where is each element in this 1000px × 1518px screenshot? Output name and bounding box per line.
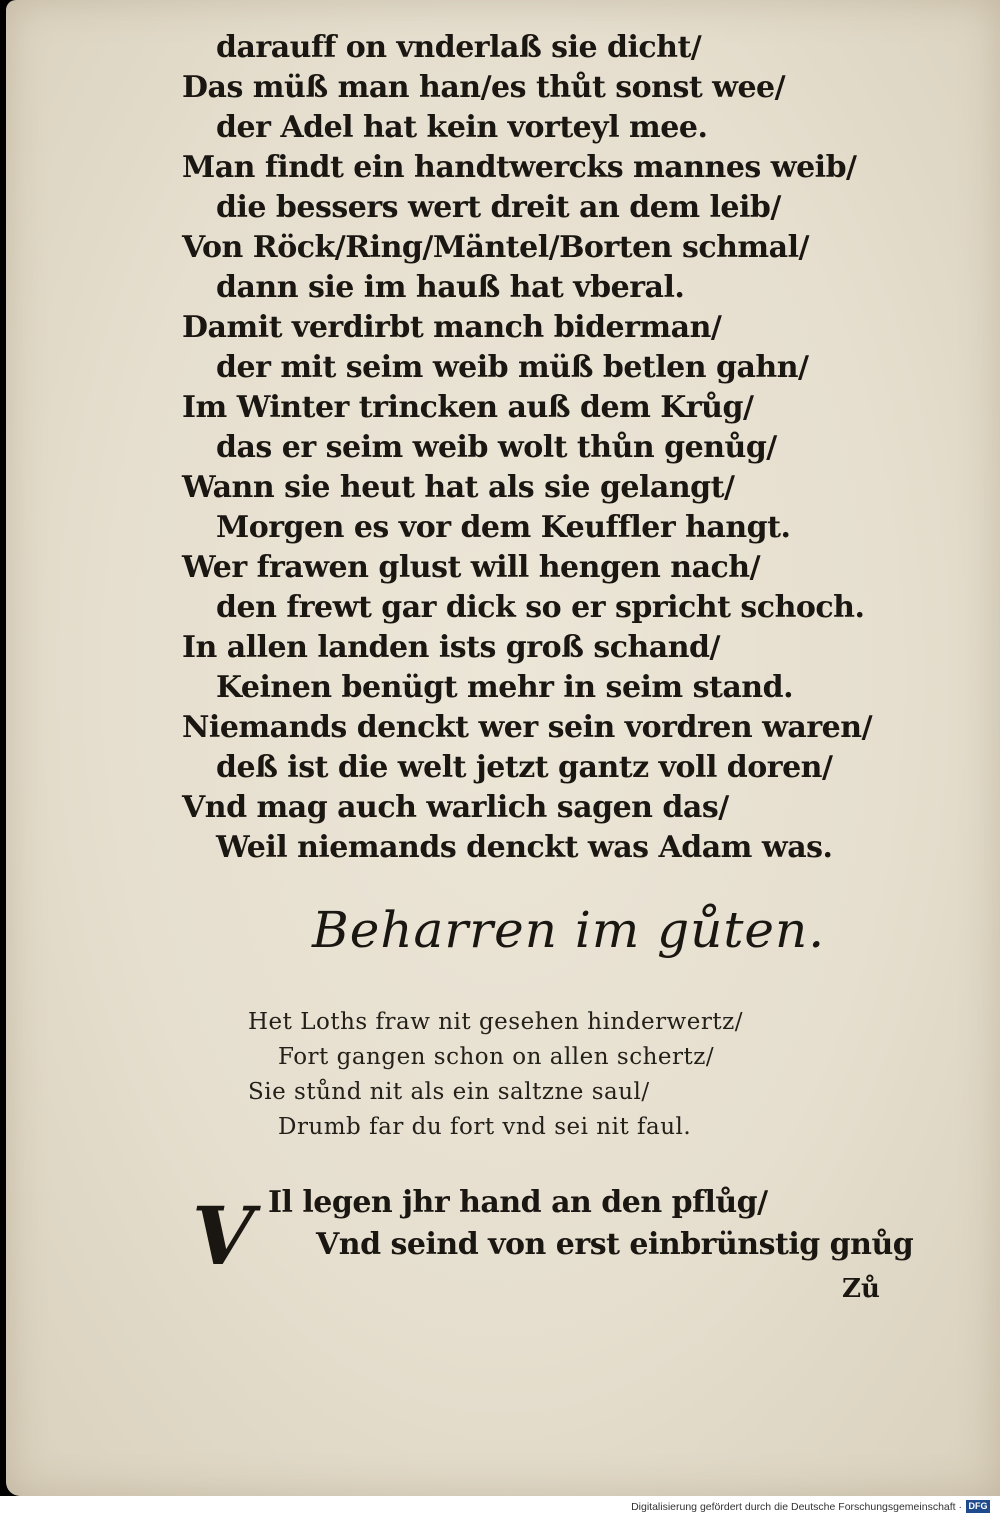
catchword: Zů — [842, 1274, 880, 1304]
funding-credit: Digitalisierung gefördert durch die Deutsche Forschungsgemeinschaft · — [631, 1501, 962, 1513]
motto-line-1: Het Loths fraw nit gesehen hinderwertz/ — [248, 1009, 743, 1035]
motto-line-3: Sie stůnd nit als ein saltzne saul/ — [248, 1079, 650, 1105]
motto-line-4: Drumb far du fort vnd sei nit faul. — [278, 1114, 692, 1140]
verse-line-8: Damit verdirbt manch biderman/ — [182, 310, 722, 345]
section-title: Beharren im gůten. — [312, 901, 826, 959]
verse-line-7: dann sie im hauß hat vberal. — [216, 270, 685, 305]
verse-line-19: deß ist die welt jetzt gantz voll doren/ — [216, 750, 833, 785]
verse-line-1: darauff on vnderlaß sie dicht/ — [216, 30, 702, 65]
verse-line-12: Wann sie heut hat als sie gelangt/ — [182, 470, 735, 505]
verse-line-6: Von Röck/Ring/Mäntel/Borten schmal/ — [182, 230, 809, 265]
verse-line-2: Das müß man han/es thůt sonst wee/ — [182, 70, 786, 105]
verse-line-16: In allen landen ists groß schand/ — [182, 630, 720, 665]
verse-line-14: Wer frawen glust will hengen nach/ — [182, 550, 761, 585]
drop-initial: V — [192, 1189, 255, 1283]
verse-line-3: der Adel hat kein vorteyl mee. — [216, 110, 708, 145]
verse-line-13: Morgen es vor dem Keuffler hangt. — [216, 510, 791, 545]
verse-line-5: die bessers wert dreit an dem leib/ — [216, 190, 781, 225]
motto-line-2: Fort gangen schon on allen schertz/ — [278, 1044, 715, 1070]
verse-line-9: der mit seim weib müß betlen gahn/ — [216, 350, 809, 385]
dfg-logo: DFG — [966, 1500, 990, 1513]
verse-line-17: Keinen benügt mehr in seim stand. — [216, 670, 794, 705]
verse-line-10: Im Winter trincken auß dem Krůg/ — [182, 390, 754, 425]
verse-line-18: Niemands denckt wer sein vordren waren/ — [182, 710, 873, 745]
verse-line-15: den frewt gar dick so er spricht schoch. — [216, 590, 865, 625]
verse-line-4: Man findt ein handtwercks mannes weib/ — [182, 150, 857, 185]
page-scan — [6, 0, 1000, 1496]
verse-line-20: Vnd mag auch warlich sagen das/ — [182, 790, 729, 825]
footer-bar — [0, 1496, 1000, 1518]
verse-line-11: das er seim weib wolt thůn genůg/ — [216, 430, 777, 465]
closing-line-2: Vnd seind von erst einbrünstig gnůg — [316, 1227, 914, 1262]
verse-line-21: Weil niemands denckt was Adam was. — [216, 830, 833, 865]
closing-line-1: Il legen jhr hand an den pflůg/ — [268, 1185, 768, 1220]
